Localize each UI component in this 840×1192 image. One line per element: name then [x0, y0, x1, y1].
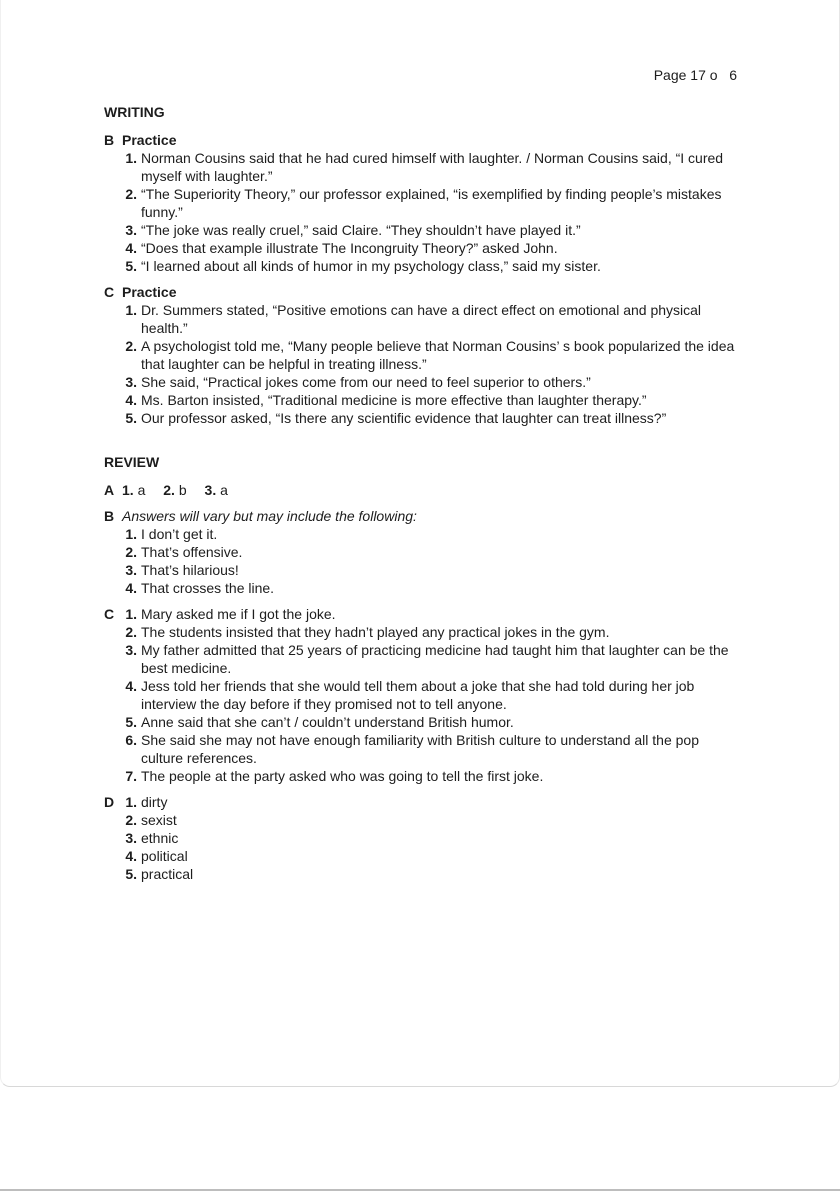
review-section-a: [104, 481, 744, 499]
item-number: 3.: [125, 830, 137, 846]
section-letter: C: [104, 284, 115, 300]
item-text: A psychologist told me, “Many people believe that Norman Cousins’ s book popularized the idea that laughter can be helpful in treating illness.”: [141, 338, 735, 372]
item-text: “The Superiority Theory,” our professor explained, “is exemplified by finding people’s mistakes funny.”: [141, 186, 722, 220]
list-item: [104, 767, 744, 785]
list-item: [104, 793, 744, 811]
section-letter: A: [104, 482, 115, 498]
item-number: 2.: [125, 624, 137, 640]
item-number: 3.: [125, 222, 137, 238]
item-text: Norman Cousins said that he had cured himself with laughter. / Norman Cousins said, “I cured myself with laughter.”: [141, 150, 724, 184]
item-text: sexist: [141, 812, 177, 828]
item-number: 7.: [125, 768, 137, 784]
item-number: 5.: [125, 714, 137, 730]
item-number: 5.: [125, 258, 137, 274]
page-number: Page 17 o 6: [653, 67, 737, 83]
list-item: [104, 543, 744, 561]
answer-key: [104, 103, 744, 891]
item-text: That’s hilarious!: [141, 562, 239, 578]
item-text: Dr. Summers stated, “Positive emotions can have a direct effect on emotional and physical health.”: [141, 302, 702, 336]
list-item: [104, 829, 744, 847]
item-number: 2.: [163, 482, 175, 498]
section-title: Practice: [122, 132, 177, 148]
item-number: 1.: [122, 482, 134, 498]
item-text: The students insisted that they hadn’t played any practical jokes in the gym.: [141, 624, 610, 640]
list-item: [104, 185, 744, 221]
inline-answer: [122, 482, 145, 498]
item-text: That crosses the line.: [141, 580, 275, 596]
item-number: 2.: [125, 544, 137, 560]
list-item: [104, 391, 744, 409]
item-text: “I learned about all kinds of humor in my psychology class,” said my sister.: [141, 258, 601, 274]
item-number: 2.: [125, 812, 137, 828]
section-letter: B: [104, 508, 115, 524]
list-item: [104, 301, 744, 337]
item-text: dirty: [141, 794, 168, 810]
list-item: [104, 731, 744, 767]
list-item: [104, 579, 744, 597]
item-number: 4.: [125, 240, 137, 256]
review-section-d: [104, 793, 744, 883]
list-item: [104, 149, 744, 185]
answer-list: [104, 301, 744, 427]
item-number: 1.: [125, 526, 137, 542]
list-item: [104, 561, 744, 579]
item-text: “Does that example illustrate The Incongruity Theory?” asked John.: [141, 240, 558, 256]
item-text: My father admitted that 25 years of practicing medicine had taught him that laughter can be the best medicine.: [141, 642, 729, 676]
item-text: political: [141, 848, 188, 864]
item-text: a: [220, 482, 228, 498]
item-text: ethnic: [141, 830, 179, 846]
inline-answer: [163, 482, 186, 498]
item-text: Mary asked me if I got the joke.: [141, 606, 336, 622]
section-letter: C: [104, 606, 115, 622]
list-item: [104, 409, 744, 427]
list-item: [104, 623, 744, 641]
item-number: 2.: [125, 338, 137, 354]
list-item: [104, 641, 744, 677]
item-number: 4.: [125, 678, 137, 694]
bottom-divider: [0, 1189, 840, 1191]
item-text: “The joke was really cruel,” said Claire. “They shouldn’t have played it.”: [141, 222, 581, 238]
list-item: [104, 865, 744, 883]
list-item: [104, 373, 744, 391]
answer-list: [104, 605, 744, 785]
item-number: 1.: [125, 302, 137, 318]
writing-heading: WRITING: [104, 104, 165, 120]
item-text: That’s offensive.: [141, 544, 243, 560]
item-text: She said she may not have enough familiarity with British culture to understand all the pop culture references.: [141, 732, 699, 766]
item-number: 4.: [125, 392, 137, 408]
item-number: 5.: [125, 866, 137, 882]
item-text: Jess told her friends that she would tell them about a joke that she had told during her job interview the day before if they promised not to tell anyone.: [141, 678, 695, 712]
writing-section-c: [104, 283, 744, 427]
item-text: She said, “Practical jokes come from our need to feel superior to others.”: [141, 374, 591, 390]
answer-list: [104, 525, 744, 597]
list-item: [104, 811, 744, 829]
item-text: a: [137, 482, 146, 498]
review-section-b: [104, 507, 744, 597]
list-item: [104, 525, 744, 543]
item-number: 1.: [125, 150, 137, 166]
writing-section-b: [104, 131, 744, 275]
item-number: 3.: [125, 562, 137, 578]
item-number: 4.: [125, 580, 137, 596]
list-item: [104, 257, 744, 275]
section-intro: Answers will vary but may include the following:: [122, 508, 417, 524]
item-number: 6.: [125, 732, 137, 748]
section-letter: D: [104, 794, 115, 810]
item-text: The people at the party asked who was going to tell the first joke.: [141, 768, 544, 784]
item-text: Our professor asked, “Is there any scientific evidence that laughter can treat illness?”: [141, 410, 667, 426]
list-item: [104, 221, 744, 239]
item-text: Ms. Barton insisted, “Traditional medicine is more effective than laughter therapy.”: [141, 392, 647, 408]
list-item: [104, 239, 744, 257]
section-title: Practice: [122, 284, 177, 300]
list-item: [104, 847, 744, 865]
item-number: 1.: [125, 794, 137, 810]
item-text: Anne said that she can’t / couldn’t understand British humor.: [141, 714, 514, 730]
item-number: 2.: [125, 186, 137, 202]
item-text: practical: [141, 866, 194, 882]
list-item: [104, 605, 744, 623]
item-number: 1.: [125, 606, 137, 622]
item-number: 4.: [125, 848, 137, 864]
answer-list: [104, 793, 744, 883]
review-heading: REVIEW: [104, 454, 160, 470]
answer-list: [104, 149, 744, 275]
section-letter: B: [104, 132, 115, 148]
item-number: 3.: [125, 374, 137, 390]
item-text: I don’t get it.: [141, 526, 218, 542]
item-number: 3.: [204, 482, 217, 498]
list-item: [104, 677, 744, 713]
item-text: b: [178, 482, 187, 498]
inline-answer: [205, 482, 228, 498]
item-number: 3.: [125, 642, 137, 658]
list-item: [104, 337, 744, 373]
item-number: 5.: [125, 410, 137, 426]
list-item: [104, 713, 744, 731]
review-section-c: [104, 605, 744, 785]
